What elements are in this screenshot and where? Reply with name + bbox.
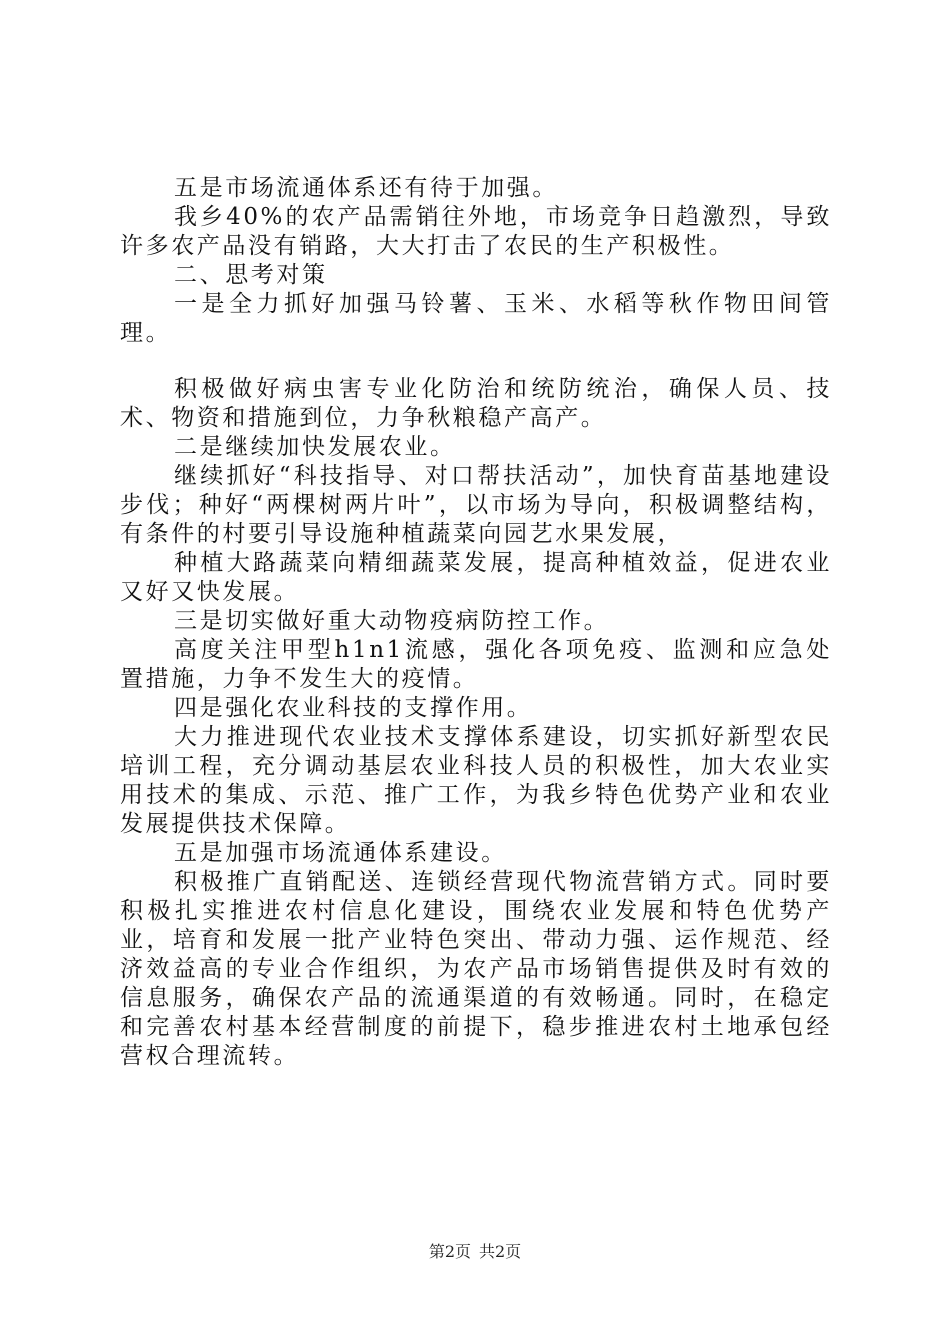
paragraph: 四是强化农业科技的支撑作用。: [174, 695, 533, 721]
paragraph: 五是市场流通体系还有待于加强。: [174, 175, 558, 201]
paragraph: 二是继续加快发展农业。: [174, 434, 456, 460]
paragraph: 我乡40%的农产品需销往外地，市场竞争日趋激烈，导致许多农产品没有销路，大大打击了农民的生产积极性。: [120, 204, 832, 259]
paragraph: 积极推广直销配送、连锁经营现代物流营销方式。同时要积极扎实推进农村信息化建设，围绕农业发展和特色优势产业，培育和发展一批产业特色突出、带动力强、运作规范、经济效益高的专业合作组织，为农产品市场销售提供及时有效的信息服务，确保农产品的流通渠道的有效畅通。同时，在稳定和完善农村基本经营制度的前提下，稳步推进农村土地承包经营权合理流转。: [120, 869, 832, 1069]
paragraph: 积极做好病虫害专业化防治和统防统治，确保人员、技术、物资和措施到位，力争秋粮稳产高产。: [120, 376, 832, 431]
blank-line: [120, 348, 832, 375]
paragraph: 五是加强市场流通体系建设。: [174, 840, 507, 866]
paragraph: 继续抓好“科技指导、对口帮扶活动”，加快育苗基地建设步伐；种好“两棵树两片叶”，以市场为导向，积极调整结构，有条件的村要引导设施种植蔬菜向园艺水果发展，: [120, 463, 832, 547]
paragraph: 种植大路蔬菜向精细蔬菜发展，提高种植效益，促进农业又好又快发展。: [120, 550, 832, 605]
page-number: 第2页: [428, 1242, 471, 1261]
page-total: 共2页: [479, 1242, 522, 1261]
paragraph: 大力推进现代农业技术支撑体系建设，切实抓好新型农民培训工程，充分调动基层农业科技人员的积极性，加大农业实用技术的集成、示范、推广工作，为我乡特色优势产业和农业发展提供技术保障。: [120, 724, 832, 837]
page-footer: [0, 1242, 950, 1262]
document-body: [120, 174, 832, 1071]
section-heading: 二、思考对策: [174, 262, 328, 288]
paragraph: 三是切实做好重大动物疫病防控工作。: [174, 608, 610, 634]
paragraph: 高度关注甲型h1n1流感，强化各项免疫、监测和应急处置措施，力争不发生大的疫情。: [120, 637, 832, 692]
paragraph: 一是全力抓好加强马铃薯、玉米、水稻等秋作物田间管理。: [120, 291, 832, 346]
